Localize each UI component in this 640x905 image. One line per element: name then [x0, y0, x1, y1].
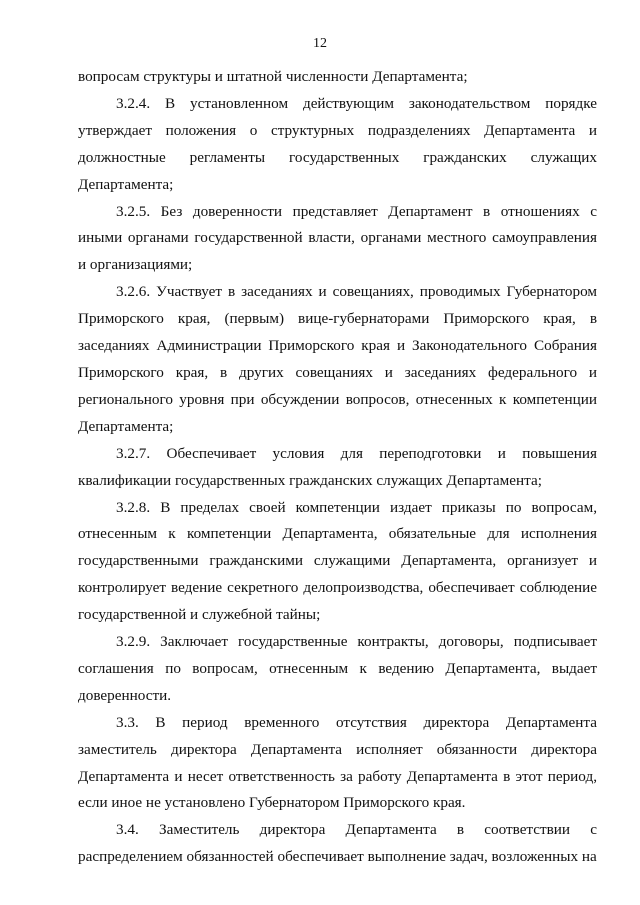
- document-body: [78, 64, 597, 871]
- paragraph-3-2-6: 3.2.6. Участвует в заседаниях и совещаниях, проводимых Губернатором Приморского края, (первым) вице-губернаторами Приморского края, в заседаниях Администрации Приморского края и Законодательного Собрания Приморского края, в других совещаниях и заседаниях федерального и регионального уровня при обсуждении вопросов, отнесенных к компетенции Департамента;: [78, 283, 597, 435]
- paragraph-3-2-7: 3.2.7. Обеспечивает условия для переподготовки и повышения квалификации государственных гражданских служащих Департамента;: [78, 444, 597, 489]
- page-number: 12: [313, 36, 327, 51]
- paragraph-3-3: 3.3. В период временного отсутствия директора Департамента заместитель директора Департамента исполняет обязанности директора Департамента и несет ответственность за работу Департамента в этот период, если иное не установлено Губернатором Приморского края.: [78, 713, 597, 812]
- paragraph-3-2-4: 3.2.4. В установленном действующим законодательством порядке утверждает положения о структурных подразделениях Департамента и должностные регламенты государственных гражданских служащих Департамента;: [78, 94, 597, 193]
- paragraph-3-4: 3.4. Заместитель директора Департамента в соответствии с распределением обязанностей обеспечивает выполнение задач, возложенных на: [78, 821, 597, 866]
- paragraph-3-2-9: 3.2.9. Заключает государственные контракты, договоры, подписывает соглашения по вопросам, отнесенным к ведению Департамента, выдает доверенности.: [78, 633, 597, 704]
- paragraph-3-2-5: 3.2.5. Без доверенности представляет Департамент в отношениях с иными органами государственной власти, органами местного самоуправления и организациями;: [78, 202, 597, 274]
- paragraph-continuation: вопросам структуры и штатной численности Департамента;: [78, 68, 468, 85]
- paragraph-3-2-8: 3.2.8. В пределах своей компетенции издает приказы по вопросам, отнесенным к компетенции Департамента, обязательные для исполнения государственными гражданскими служащими Департамента, организует и контролирует ведение секретного делопроизводства, обеспечивает соблюдение государственной и служебной тайны;: [78, 498, 597, 624]
